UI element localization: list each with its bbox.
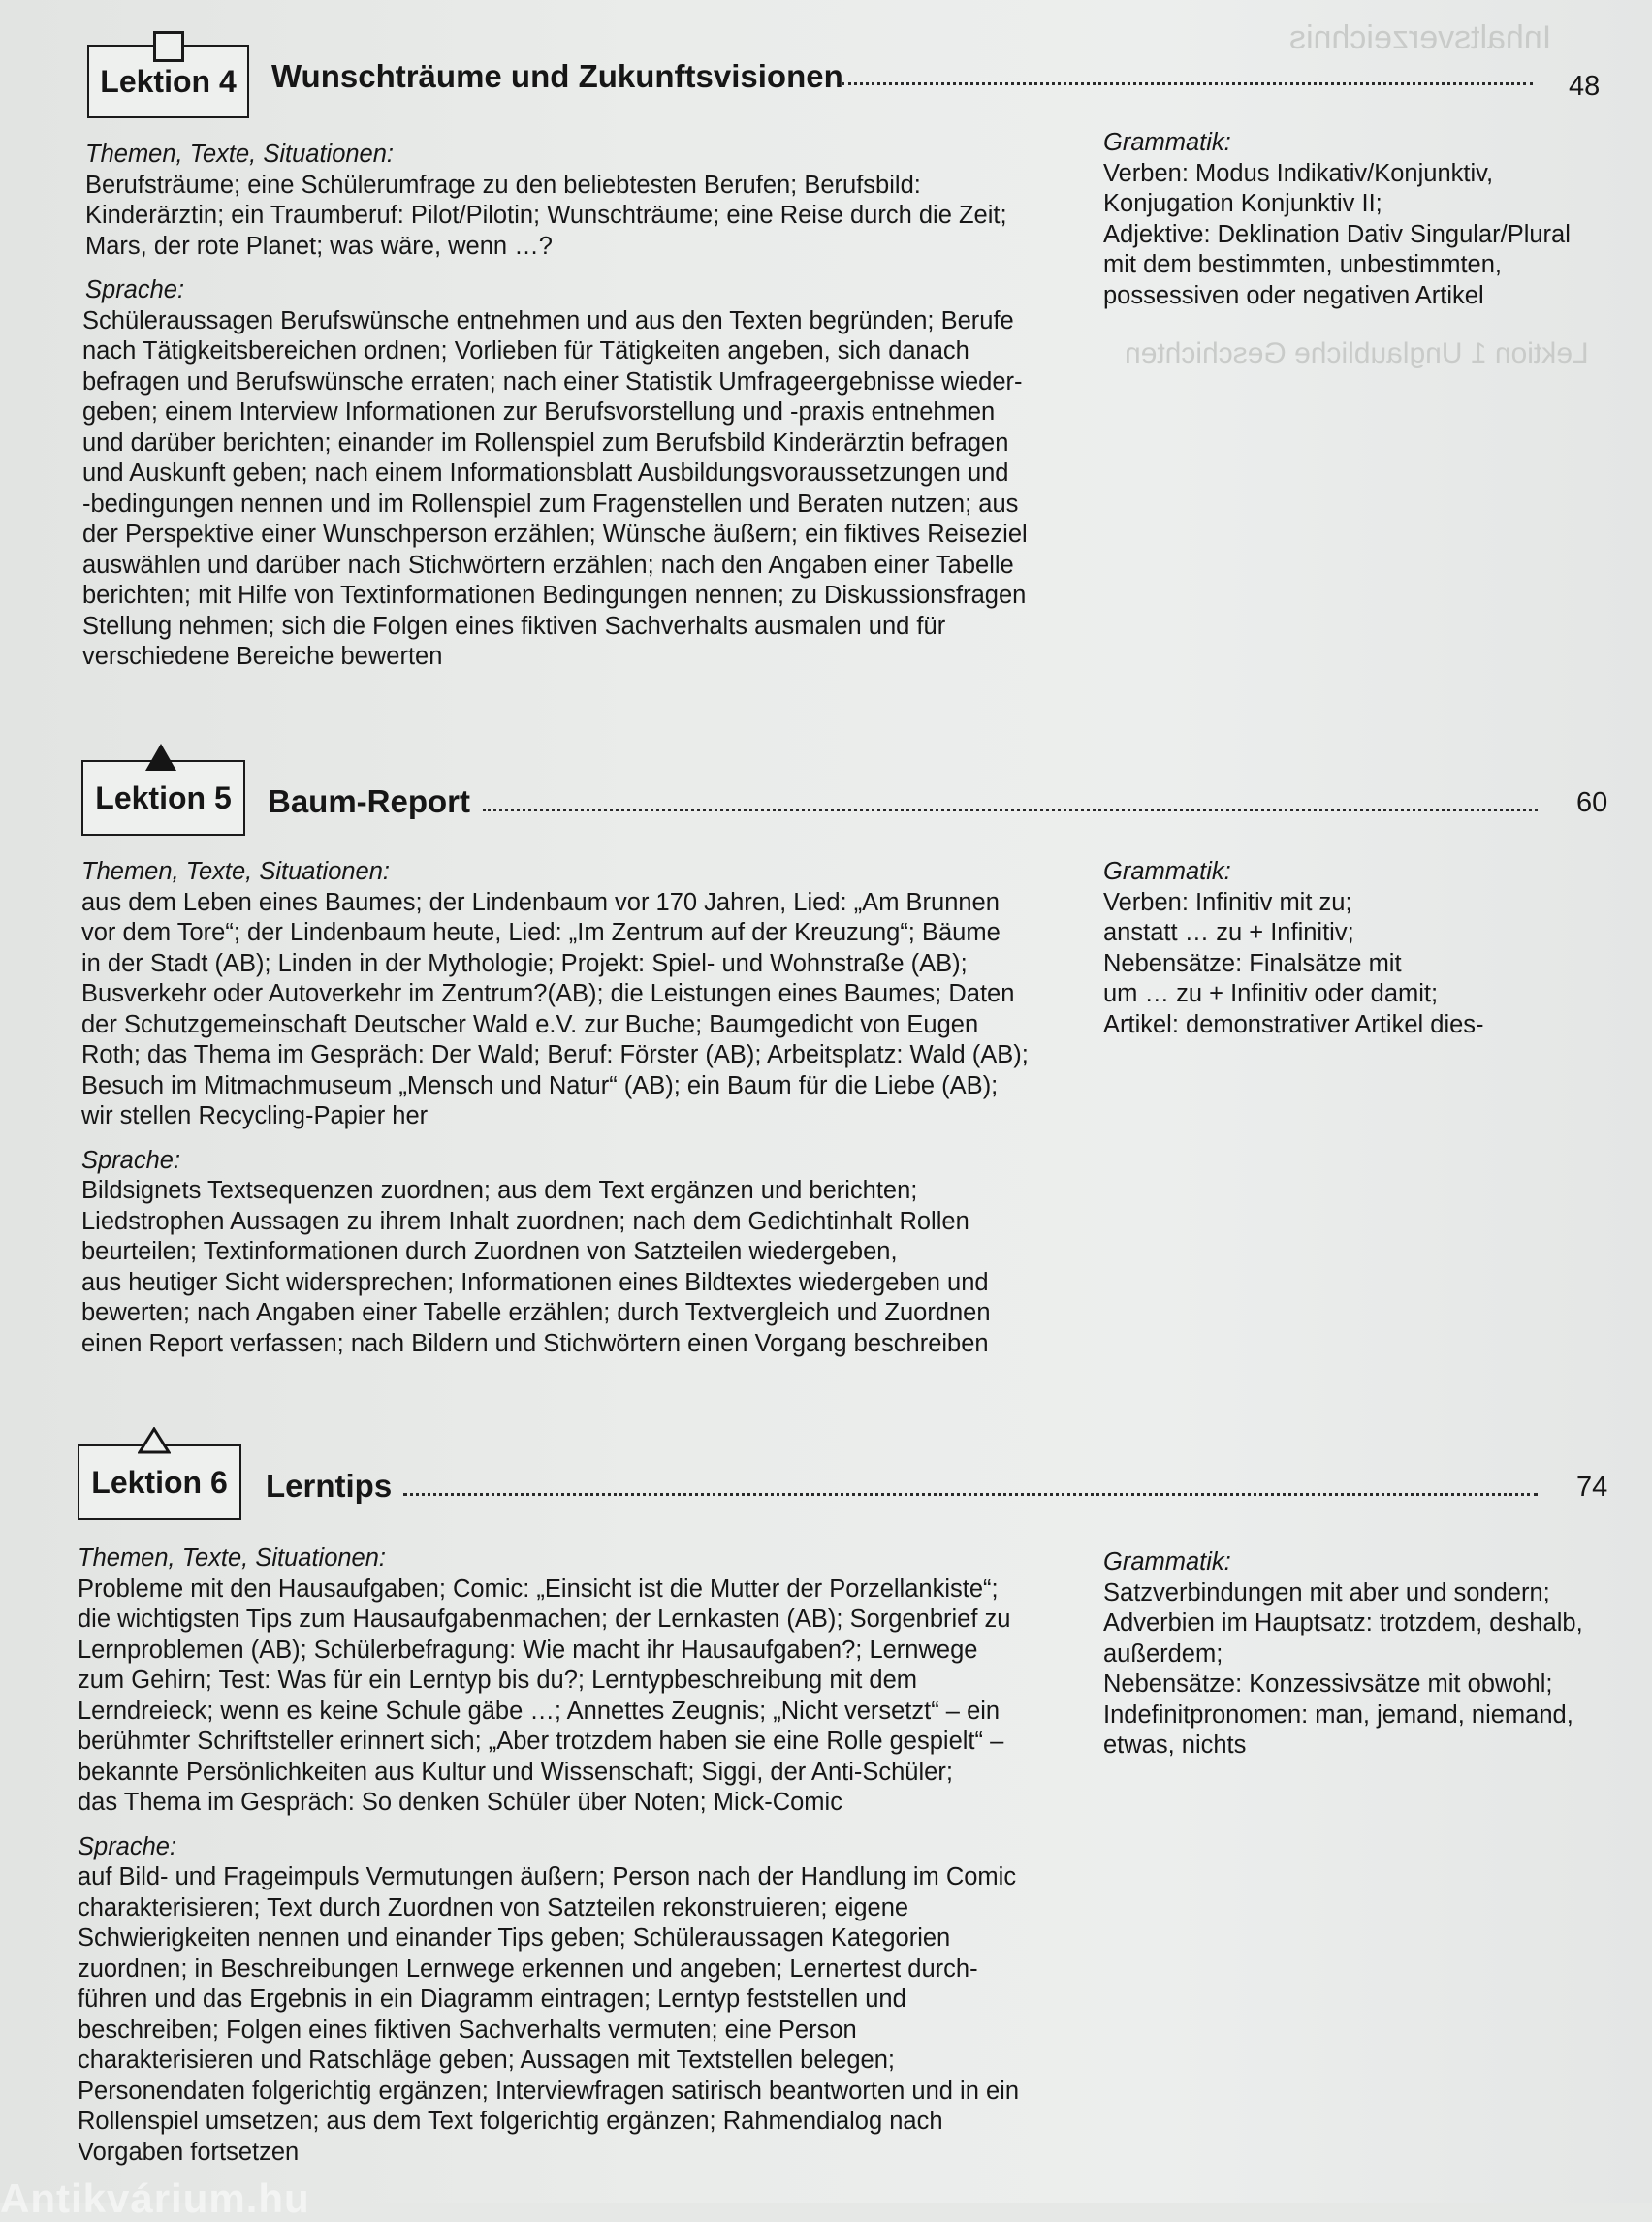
- lesson-4-leader-dots: [842, 82, 1533, 85]
- grammar-line: Satzverbindungen mit aber und sondern;: [1103, 1578, 1550, 1606]
- lesson-5-sprache-text: Bildsignets Textsequenzen zuordnen; aus dem Text ergänzen und berichten; Liedstrophen Aussagen zu ihrem Inhalt zuordnen; nach dem Gedichtinhalt Rollen beurteilen; Textinformationen durch Zuordnen von Satzteilen wiedergeben, aus heutiger Sicht widersprechen; Informationen eines Bildtextes wiedergeben und bewerten; nach Angaben einer Tabelle erzählen; durch Textvergleich und Zuordnen einen Report verfassen; nach Bildern und Stichwörtern einen Vorgang beschreiben: [81, 1177, 991, 1357]
- lesson-4-page-number: 48: [1569, 71, 1601, 102]
- grammar-line: etwas, nichts: [1103, 1731, 1247, 1759]
- lesson-4-themen-heading: Themen, Texte, Situationen:: [85, 141, 395, 168]
- lesson-6-page-number: 74: [1576, 1472, 1608, 1503]
- lesson-6-themen-text: Probleme mit den Hausaufgaben; Comic: „Einsicht ist die Mutter der Porzellankiste“; die wichtigsten Tips zum Hausaufgabenmachen; der Lernkasten (AB); Sorgenbrief zu Lernproblemen (AB); Schülerbefragung: Wie macht ihr Hausaufgaben?; Lernwege zum Gehirn; Test: Was für ein Lerntyp bis du?; Lerntypbeschreibung mit dem Lerndreieck; wenn es keine Schule gäbe …; Annettes Zeugnis; „Nicht versetzt“ – ein berühmter Schriftsteller erinnert sich; „Aber trotzdem haben sie eine Rolle gespielt“ – bekannte Persönlichkeiten aus Kultur und Wissenschaft; Siggi, der Anti-Schüler; das Thema im Gespräch: So denken Schüler über Noten; Mick-Comic: [78, 1574, 1011, 1816]
- grammar-line: Verben: Modus Indikativ/Konjunktiv,: [1103, 159, 1494, 187]
- grammar-line: Adjektive: Deklination Dativ Singular/Plural: [1103, 220, 1571, 248]
- lesson-5-sprache-heading: Sprache:: [81, 1146, 181, 1174]
- grammar-line: Nebensätze: Konzessivsätze mit obwohl;: [1103, 1670, 1553, 1698]
- grammar-line: anstatt … zu + Infinitiv;: [1103, 919, 1354, 946]
- grammar-line: Adverbien im Hauptsatz: trotzdem, deshalb,: [1103, 1609, 1583, 1636]
- lesson-6-title: Lerntips: [266, 1468, 393, 1504]
- lesson-6-grammatik-heading: Grammatik:: [1103, 1548, 1231, 1575]
- lesson-5-grammatik-heading: Grammatik:: [1103, 858, 1231, 885]
- lesson-5-page-number: 60: [1576, 787, 1608, 818]
- grammar-line: mit dem bestimmten, unbestimmten,: [1103, 251, 1502, 278]
- lesson-6-sprache-text: auf Bild- und Frageimpuls Vermutungen äußern; Person nach der Handlung im Comic charakterisieren; Text durch Zuordnen von Satzteilen rekonstruieren; eigene Schwierigkeiten nennen und einander Tips geben; Schüleraussagen Kategorien zuordnen; in Beschreibungen Lernwege erkennen und angeben; Lernertest durch- führen und das Ergebnis in ein Diagramm eintragen; Lerntyp feststellen und beschreiben; Folgen eines fiktiven Sachverhalts vermuten; eine Person charakterisieren und Ratschläge geben; Aussagen mit Textstellen belegen; Personendaten folgerichtig ergänzen; Interviewfragen satirisch beantworten und in ein Rollenspiel umsetzen; aus dem Text folgerichtig ergänzen; Rahmendialog nach Vorgaben fortsetzen: [78, 1863, 1020, 2166]
- lesson-5-title: Baum-Report: [268, 783, 471, 819]
- lesson-6-main-column: [78, 1543, 1115, 2168]
- grammar-line: um … zu + Infinitiv oder damit;: [1103, 980, 1439, 1007]
- lesson-5-filled-triangle-icon: [143, 743, 178, 772]
- lesson-4-main-column: [82, 140, 1113, 673]
- grammar-line: außerdem;: [1103, 1639, 1223, 1667]
- lesson-6-sprache-heading: Sprache:: [78, 1832, 177, 1860]
- lesson-4-grammatik-heading: Grammatik:: [1103, 129, 1231, 156]
- grammar-line: Verben: Infinitiv mit zu;: [1103, 888, 1352, 916]
- lesson-4-sprache-heading: Sprache:: [85, 276, 185, 303]
- lesson-5-themen-text: aus dem Leben eines Baumes; der Lindenbaum vor 170 Jahren, Lied: „Am Brunnen vor dem Tore“; der Lindenbaum heute, Lied: „Im Zentrum auf der Kreuzung“; Bäume in der Stadt (AB); Linden in der Mythologie; Projekt: Spiel- und Wohnstraße (AB); Busverkehr oder Autoverkehr im Zentrum?(AB); die Leistungen eines Baumes; Daten der Schutzgemeinschaft Deutscher Wald e.V. zur Buche; Baumgedicht von Eugen Roth; das Thema im Gespräch: Der Wald; Beruf: Förster (AB); Arbeitsplatz: Wald (AB); Besuch im Mitmachmuseum „Mensch und Natur“ (AB); ein Baum für die Liebe (AB); wir stellen Recycling-Papier her: [81, 888, 1029, 1129]
- grammar-line: Artikel: demonstrativer Artikel dies-: [1103, 1010, 1484, 1038]
- lesson-5-themen-heading: Themen, Texte, Situationen:: [81, 858, 391, 885]
- lesson-5-leader-dots: [483, 809, 1538, 811]
- bleed-through-heading: Inhaltsverzeichnis: [1289, 19, 1552, 56]
- watermark: Antikvárium.hu: [0, 2175, 310, 2221]
- grammar-line: Konjugation Konjunktiv II;: [1103, 190, 1382, 217]
- lesson-6-outline-triangle-icon: [138, 1427, 171, 1454]
- lesson-5-main-column: [81, 857, 1109, 1359]
- lesson-6-leader-dots: [403, 1493, 1538, 1496]
- lesson-4-themen-text: Berufsträume; eine Schülerumfrage zu den beliebtesten Berufen; Berufsbild: Kinderärztin; ein Traumberuf: Pilot/Pilotin; Wunschträume; eine Reise durch die Zeit; Mars, der rote Planet; was wäre, wenn …?: [85, 171, 1007, 260]
- bleed-through-lektion1: Lektion 1 Unglaubliche Geschichten: [1125, 337, 1589, 369]
- lesson-6-label: Lektion 6: [78, 1444, 241, 1520]
- lesson-4-title: Wunschträume und Zukunftsvisionen: [271, 58, 843, 94]
- grammar-line: Indefinitpronomen: man, jemand, niemand,: [1103, 1700, 1573, 1729]
- lesson-4-grammar-column: [1103, 128, 1646, 311]
- grammar-line: possessiven oder negativen Artikel: [1103, 281, 1484, 309]
- lesson-5-label: Lektion 5: [81, 760, 245, 836]
- lesson-6-grammar-column: [1103, 1547, 1646, 1762]
- grammar-line: Nebensätze: Finalsätze mit: [1103, 949, 1402, 977]
- lesson-5-grammar-column: [1103, 857, 1646, 1040]
- lesson-4-square-icon: [153, 31, 184, 62]
- lesson-4-sprache-text: Schüleraussagen Berufswünsche entnehmen und aus den Texten begründen; Berufe nach Tätigkeitsbereichen ordnen; Vorlieben für Tätigkeiten angeben, sich danach befragen und Berufswünsche erraten; nach einer Statistik Umfrageergebnisse wieder- geben; einem Interview Informationen zur Berufsvorstellung und -praxis entnehmen und darüber berichten; einander im Rollenspiel zum Berufsbild Kinderärztin befragen und Auskunft geben; nach einem Informationsblatt Ausbildungsvoraussetzungen und -bedingungen nennen und im Rollenspiel zum Fragenstellen und Beraten nutzen; aus der Perspektive einer Wunschperson erzählen; Wünsche äußern; ein fiktives Reiseziel auswählen und darüber nach Stichwörtern erzählen; nach den Angaben einer Tabelle berichten; mit Hilfe von Textinformationen Bedingungen nennen; zu Diskussionsfragen Stellung nehmen; sich die Folgen eines fiktiven Sachverhalts ausmalen und für verschiedene Bereiche bewerten: [82, 306, 1028, 670]
- lesson-6-themen-heading: Themen, Texte, Situationen:: [78, 1544, 387, 1571]
- lesson-4-label: Lektion 4: [87, 45, 249, 118]
